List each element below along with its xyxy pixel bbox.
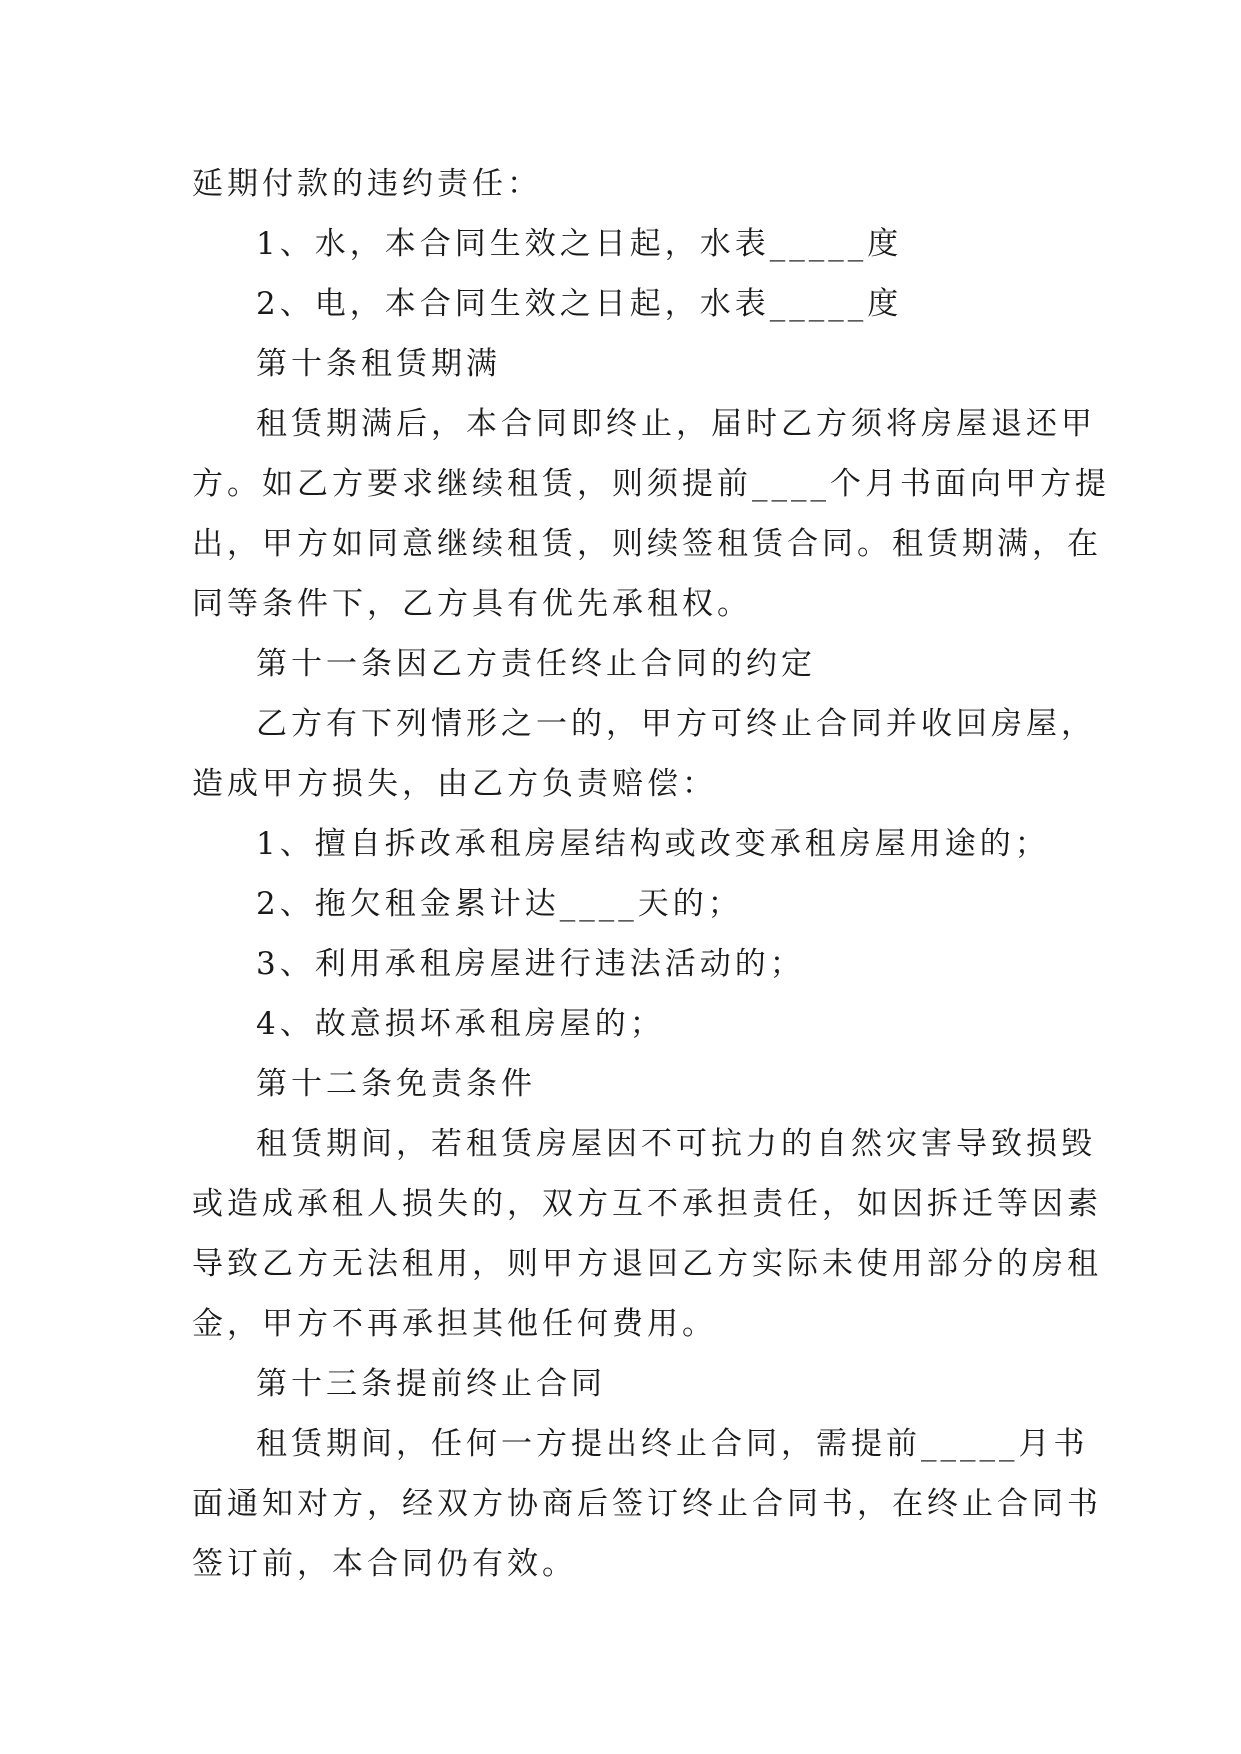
paragraph-line: 出，甲方如同意继续租赁，则续签租赁合同。租赁期满，在 — [192, 526, 1102, 562]
paragraph-line: 延期付款的违约责任： — [192, 166, 542, 202]
paragraph-line: 租赁期满后，本合同即终止，届时乙方须将房屋退还甲 — [256, 406, 1096, 442]
paragraph-line: 方。如乙方要求继续租赁，则须提前____个月书面向甲方提 — [192, 466, 1110, 502]
paragraph-line: 同等条件下，乙方具有优先承租权。 — [192, 586, 752, 622]
paragraph-line: 面通知对方，经双方协商后签订终止合同书，在终止合同书 — [192, 1486, 1102, 1522]
paragraph-line: 2、拖欠租金累计达____天的； — [256, 886, 743, 922]
paragraph-line: 3、利用承租房屋进行违法活动的； — [256, 946, 805, 982]
paragraph-line: 金，甲方不再承担其他任何费用。 — [192, 1306, 717, 1342]
paragraph-line: 2、电，本合同生效之日起，水表_____度 — [256, 286, 903, 322]
section-heading: 第十一条因乙方责任终止合同的约定 — [256, 646, 816, 682]
paragraph-line: 租赁期间，任何一方提出终止合同，需提前_____月书 — [256, 1426, 1089, 1462]
document-body — [192, 154, 1110, 1594]
paragraph-line: 签订前，本合同仍有效。 — [192, 1546, 577, 1582]
paragraph-line: 乙方有下列情形之一的，甲方可终止合同并收回房屋， — [256, 706, 1096, 742]
paragraph-line: 或造成承租人损失的，双方互不承担责任，如因拆迁等因素 — [192, 1186, 1102, 1222]
paragraph-line: 租赁期间，若租赁房屋因不可抗力的自然灾害导致损毁 — [256, 1126, 1096, 1162]
section-heading: 第十条租赁期满 — [256, 346, 501, 382]
paragraph-line: 1、擅自拆改承租房屋结构或改变承租房屋用途的； — [256, 826, 1050, 862]
section-heading: 第十二条免责条件 — [256, 1066, 536, 1102]
paragraph-line: 1、水，本合同生效之日起，水表_____度 — [256, 226, 903, 262]
paragraph-line: 造成甲方损失，由乙方负责赔偿： — [192, 766, 717, 802]
paragraph-line: 4、故意损坏承租房屋的； — [256, 1006, 665, 1042]
section-heading: 第十三条提前终止合同 — [256, 1366, 606, 1402]
paragraph-line: 导致乙方无法租用，则甲方退回乙方实际未使用部分的房租 — [192, 1246, 1102, 1282]
